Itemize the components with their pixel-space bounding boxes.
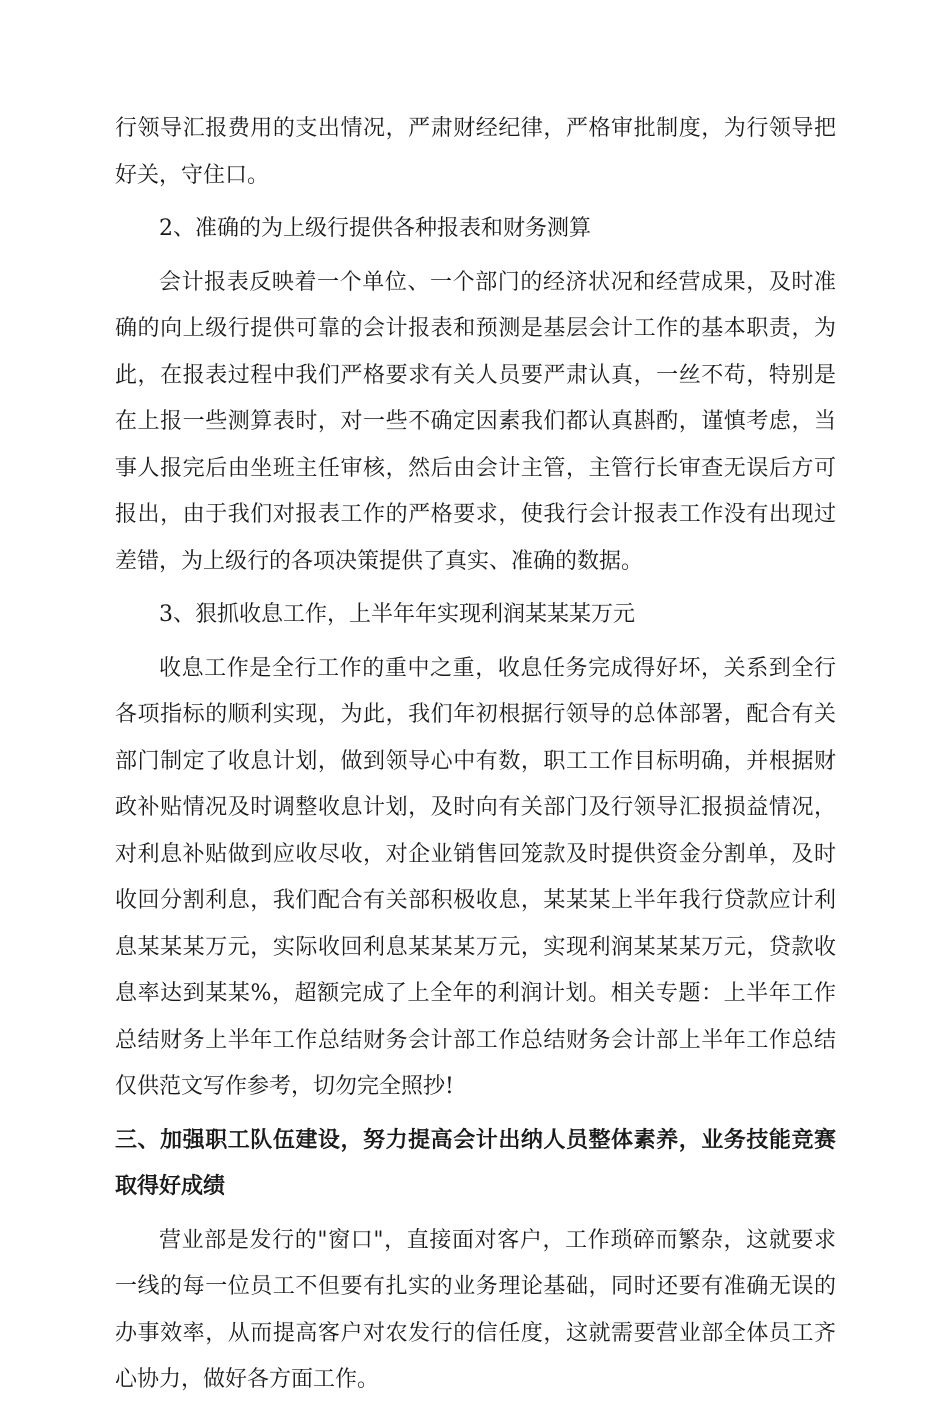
paragraph-interest: 收息工作是全行工作的重中之重，收息任务完成得好坏，关系到全行各项指标的顺利实现，为此，我们年初根据行领导的总体部署，配合有关部门制定了收息计划，做到领导心中有数，职工工作目标明确，并根据财政补贴情况及时调整收息计划，及时向有关部门及行领导汇报损益情况，对利息补贴做到应收尽收，对企业销售回笼款及时提供资金分割单，及时收回分割利息，我们配合有关部积极收息，某某某上半年我行贷款应计利息某某某万元，实际收回利息某某某万元，实现利润某某某万元，贷款收息率达到某某%，超额完成了上全年的利润计划。相关专题：上半年工作总结财务上半年工作总结财务会计部工作总结财务会计部上半年工作总结仅供范文写作参考，切勿完全照抄! bbox=[115, 655, 836, 1099]
subheading-reports: 2、准确的为上级行提供各种报表和财务测算 bbox=[159, 216, 591, 241]
subheading-interest: 3、狠抓收息工作，上半年年实现利润某某某万元 bbox=[159, 602, 635, 627]
paragraph-business-dept: 营业部是发行的"窗口"，直接面对客户，工作琐碎而繁杂，这就要求一线的每一位员工不但要有扎实的业务理论基础，同时还要有准确无误的办事效率，从而提高客户对农发行的信任度，这就需要营业部全体员工齐心协力，做好各方面工作。 bbox=[115, 1227, 836, 1392]
section-heading-staff: 三、加强职工队伍建设，努力提高会计出纳人员整体素养，业务技能竞赛取得好成绩 bbox=[115, 1127, 836, 1199]
paragraph-expense-report: 行领导汇报费用的支出情况，严肃财经纪律，严格审批制度，为行领导把好关，守住口。 bbox=[115, 116, 836, 188]
paragraph-reports: 会计报表反映着一个单位、一个部门的经济状况和经营成果，及时准确的向上级行提供可靠的会计报表和预测是基层会计工作的基本职责，为此，在报表过程中我们严格要求有关人员要严肃认真，一丝不苟，特别是在上报一些测算表时，对一些不确定因素我们都认真斟酌，谨慎考虑，当事人报完后由坐班主任审核，然后由会计主管，主管行长审查无误后方可报出，由于我们对报表工作的严格要求，使我行会计报表工作没有出现过差错，为上级行的各项决策提供了真实、准确的数据。 bbox=[115, 269, 836, 574]
document-body bbox=[115, 106, 836, 1404]
